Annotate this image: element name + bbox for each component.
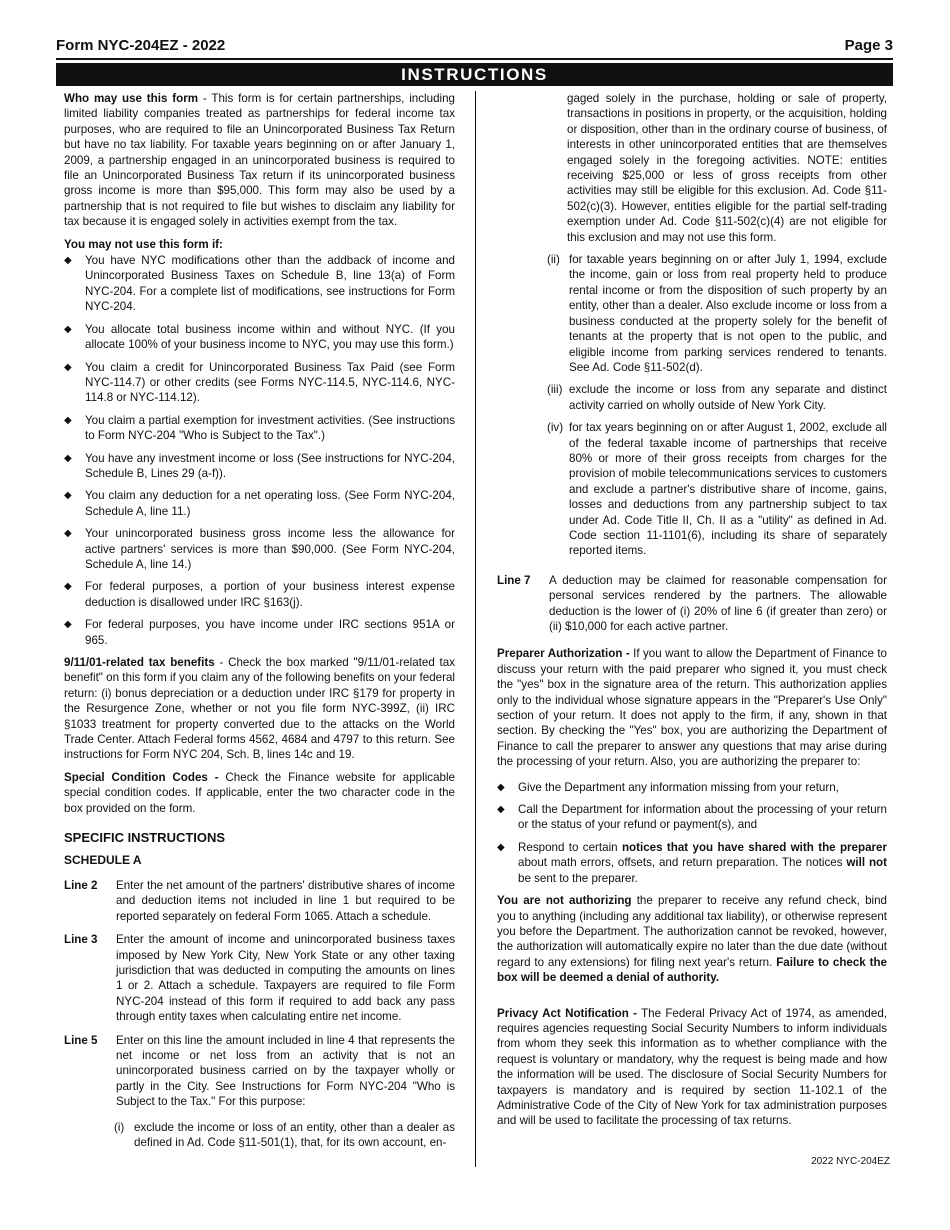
- line-label: Line 2: [64, 878, 98, 892]
- line-5-item-i-continued: gaged solely in the purchase, holding or sale of property, transactions in positions in property, or the acquisition, holding or disposition, other than in the ordinary course of business, of interests in other unincorporated entities that are themselves engaged solely in the foregoing activities. NOTE: entities receiving $25,000 or less of gross receipts from other activities may still be eligible for this exclusion. Ad. Code §11-502(c)(3). However, entities eligible for the partial self-trading exemption under Ad. Code §11-502(c)(4) are not eligible for this exclusion and may not use this form.: [567, 92, 887, 244]
- line-5-item-ii: (ii) for taxable years beginning on or after July 1, 1994, exclude the income, gain or loss from real property held to produce rental income or from the disposition of such property by an entity, other than a dealer. Also exclude income or loss from a business conducted at the property solely for the benefit of tenants at the property that is not open to the public, and eligible income from parking services rendered to tenants. See Ad. Code §11-502(d).: [547, 253, 887, 374]
- not-authorizing-paragraph: You are not authorizing the preparer to receive any refund check, bind you to anything (including any additional tax liability), or otherwise represent you before the Department. The authorization cannot be revoked, however, the authorization will automatically expire no later than the due date (without regard to any extensions) for filing next year's return. Failure to check the box will be deemed a denial of authority.: [497, 894, 888, 985]
- line-label: Line 5: [64, 1033, 98, 1047]
- line-label: Line 7: [497, 573, 531, 587]
- diamond-bullet-icon: ◆: [64, 528, 72, 540]
- list-item: ◆ For federal purposes, you have income under IRC sections 951A or 965.: [64, 618, 455, 647]
- list-item: ◆ You claim any deduction for a net operating loss. (See Form NYC-204, Schedule A, line 11.): [64, 489, 455, 518]
- line-3-entry: Line 3 Enter the amount of income and unincorporated business taxes imposed by New York City, New York State or any other taxing jurisdiction that was deducted in computing the amounts on lines 1 or 2. Attach a schedule. Taxpayers are required to file Form NYC-204 instead of this form if required to add back any pass through entity taxes when calculating entire net income.: [64, 933, 455, 1024]
- diamond-bullet-icon: ◆: [497, 781, 505, 793]
- special-codes-label: Special Condition Codes -: [64, 770, 219, 784]
- benefits-label: 9/11/01-related tax benefits: [64, 656, 215, 669]
- diamond-bullet-icon: ◆: [64, 490, 72, 502]
- line-5-item-iii: (iii) exclude the income or loss from any separate and distinct activity carried on wholly outside of New York City.: [547, 383, 887, 412]
- diamond-bullet-icon: ◆: [497, 804, 505, 816]
- left-column: [64, 91, 455, 1157]
- section-banner: INSTRUCTIONS: [56, 63, 893, 86]
- not-authorizing-label: You are not authorizing: [497, 894, 632, 908]
- form-title: Form NYC-204EZ - 2022: [56, 37, 226, 54]
- list-item: ◆ Give the Department any information missing from your return,: [497, 780, 839, 794]
- right-column: [497, 91, 887, 1136]
- diamond-bullet-icon: ◆: [64, 323, 72, 335]
- may-not-use-list: [64, 253, 455, 648]
- specific-instructions-heading: SPECIFIC INSTRUCTIONS: [64, 830, 226, 846]
- preparer-authorization-list: [497, 780, 887, 886]
- list-item: ◆ You have NYC modifications other than the addback of income and Unincorporated Business Taxes on Schedule B, line 13(a) of Form NYC-204. For a complete list of modifications, see instructions for Form NYC-204.: [64, 254, 455, 314]
- list-item: ◆ You claim a partial exemption for investment activities. (See instructions to Form NYC-204 "Who is Subject to the Tax".): [64, 413, 455, 443]
- line-2-entry: Line 2 Enter the net amount of the partners' distributive shares of income and deduction items not included in line 1 but required to be reported separately on federal Form 1065. Attach a schedule.: [64, 878, 455, 923]
- line-5-item-i: (i) exclude the income or loss of an entity, other than a dealer as defined in Ad. Code §11-501(1), that, for its own account, en-: [114, 1120, 455, 1149]
- privacy-act-paragraph: Privacy Act Notification - The Federal Privacy Act of 1974, as amended, requires agencies requesting Social Security Numbers to inform individuals from whom they seek this information as to whether compliance with the request is voluntary or mandatory, why the request is being made and how the information will be used. The disclosure of Social Security Numbers for taxpayers is mandatory and is required by section 11-102.1 of the Administrative Code of the City of New York for tax administration purposes and will be used to facilitate the processing of tax returns.: [497, 1006, 887, 1128]
- diamond-bullet-icon: ◆: [64, 452, 72, 464]
- line-5-entry: Line 5 Enter on this line the amount included in line 4 that represents the net income or net loss from an activity that is not an unincorporated business carried on by the taxpayer wholly or partly in the City. See Instructions for Form NYC-204 "Who is Subject to the Tax." For this purpose:: [64, 1033, 455, 1109]
- diamond-bullet-icon: ◆: [497, 841, 505, 853]
- column-divider: [475, 91, 476, 1167]
- line-7-entry: Line 7 A deduction may be claimed for reasonable compensation for personal services rendered by the partners. The allowable deduction is the lower of (i) 20% of line 6 (if greater than zero) or (ii) $10,000 for each active partner.: [497, 573, 887, 633]
- privacy-act-label: Privacy Act Notification -: [497, 1006, 637, 1020]
- who-may-use-label: Who may use this form: [64, 92, 199, 105]
- schedule-a-heading: SCHEDULE A: [64, 853, 142, 868]
- list-item: ◆ Your unincorporated business gross income less the allowance for active partners' services is more than $90,000. (See Form NYC-204, Schedule A, line 14.): [64, 527, 455, 571]
- list-item: ◆ Respond to certain notices that you have shared with the preparer about math errors, offsets, and return preparation. The notices will not be sent to the preparer.: [497, 840, 888, 885]
- diamond-bullet-icon: ◆: [64, 255, 72, 267]
- may-not-use-heading: You may not use this form if:: [64, 237, 223, 251]
- list-item: ◆ You claim a credit for Unincorporated Business Tax Paid (see Form NYC-114.7) or other credits (see Forms NYC-114.5, NYC-114.6, NYC-114.8 or NYC-114.12).: [64, 360, 455, 405]
- diamond-bullet-icon: ◆: [64, 414, 72, 426]
- list-item: ◆ Call the Department for information about the processing of your return or the status of your refund or payment(s), and: [497, 803, 887, 832]
- diamond-bullet-icon: ◆: [64, 619, 72, 631]
- line-5-item-iv: (iv) for tax years beginning on or after August 1, 2002, exclude all of the federal taxable income of partnerships that receive 80% or more of their gross receipts from charges for the provision of mobile telecommunications services to customers and exclude a partner's distributive share of income, gains, losses and deductions from any partnership subject to tax under Ad. Code Title II, Ch. II as a "utility" as defined in Ad. Code section 11-1101(6), including its share of separately reported items.: [547, 421, 887, 558]
- benefits-paragraph: 9/11/01-related tax benefits - Check the box marked "9/11/01-related tax benefit" on this form if you claim any of the following benefits on your federal return: (i) bonus depreciation or a deduction under IRC §179 for property in the Resurgence Zone, whether or not you file form NYC-399Z, (ii) IRC §1033 treatment for property converted due to the attacks on the World Trade Center. Attach Federal forms 4562, 4684 and 4797 to this return. See instructions for Form NYC 204, Sch. B, lines 14c and 19.: [64, 656, 456, 762]
- page-number: Page 3: [844, 37, 893, 54]
- list-item: ◆ You have any investment income or loss (See instructions for NYC-204, Schedule B, Lines 29 (a-f)).: [64, 451, 455, 480]
- preparer-authorization-paragraph: Preparer Authorization - If you want to allow the Department of Finance to discuss your return with the paid preparer who signed it, you must check the "yes" box in the signature area of the return. This authorization applies only to the individual whose signature appears in the "Preparer's Use Only" section of your return. It does not apply to the firm, if any, shown in that section. By checking the "Yes" box, you are authorizing the Department of Finance to call the preparer to answer any questions that may arise during the processing of your return. Also, you are authorizing the preparer to:: [497, 647, 887, 769]
- page-footer: 2022 NYC-204EZ: [811, 1156, 890, 1167]
- diamond-bullet-icon: ◆: [64, 361, 72, 373]
- list-item: ◆ For federal purposes, a portion of your business interest expense deduction is disallowed under IRC §163(j).: [64, 580, 455, 609]
- preparer-authorization-label: Preparer Authorization -: [497, 647, 630, 661]
- page-header: [56, 34, 893, 60]
- special-codes-paragraph: Special Condition Codes - Check the Finance website for applicable special condition codes. If applicable, enter the two character code in the box provided on the form.: [64, 770, 455, 815]
- line-label: Line 3: [64, 933, 98, 947]
- diamond-bullet-icon: ◆: [64, 581, 72, 593]
- who-may-use-paragraph: Who may use this form - This form is for certain partnerships, including limited liability companies treated as partnerships for federal income tax purposes, who are required to file an Unincorporated Business Tax Return but have no tax liability. For taxable years beginning on or after January 1, 2009, a partnership engaged in an unincorporated business is required to file an Unincorporated Business Tax return if its unincorporated business gross income is more than $95,000. This form may also be used by a partnership that is not required to file but wishes to disclaim any liability for tax because it is engaged solely in activities exempt from the tax.: [64, 92, 455, 229]
- list-item: ◆ You allocate total business income within and without NYC. (If you allocate 100% of your business income to NYC, you may use this form.): [64, 322, 455, 352]
